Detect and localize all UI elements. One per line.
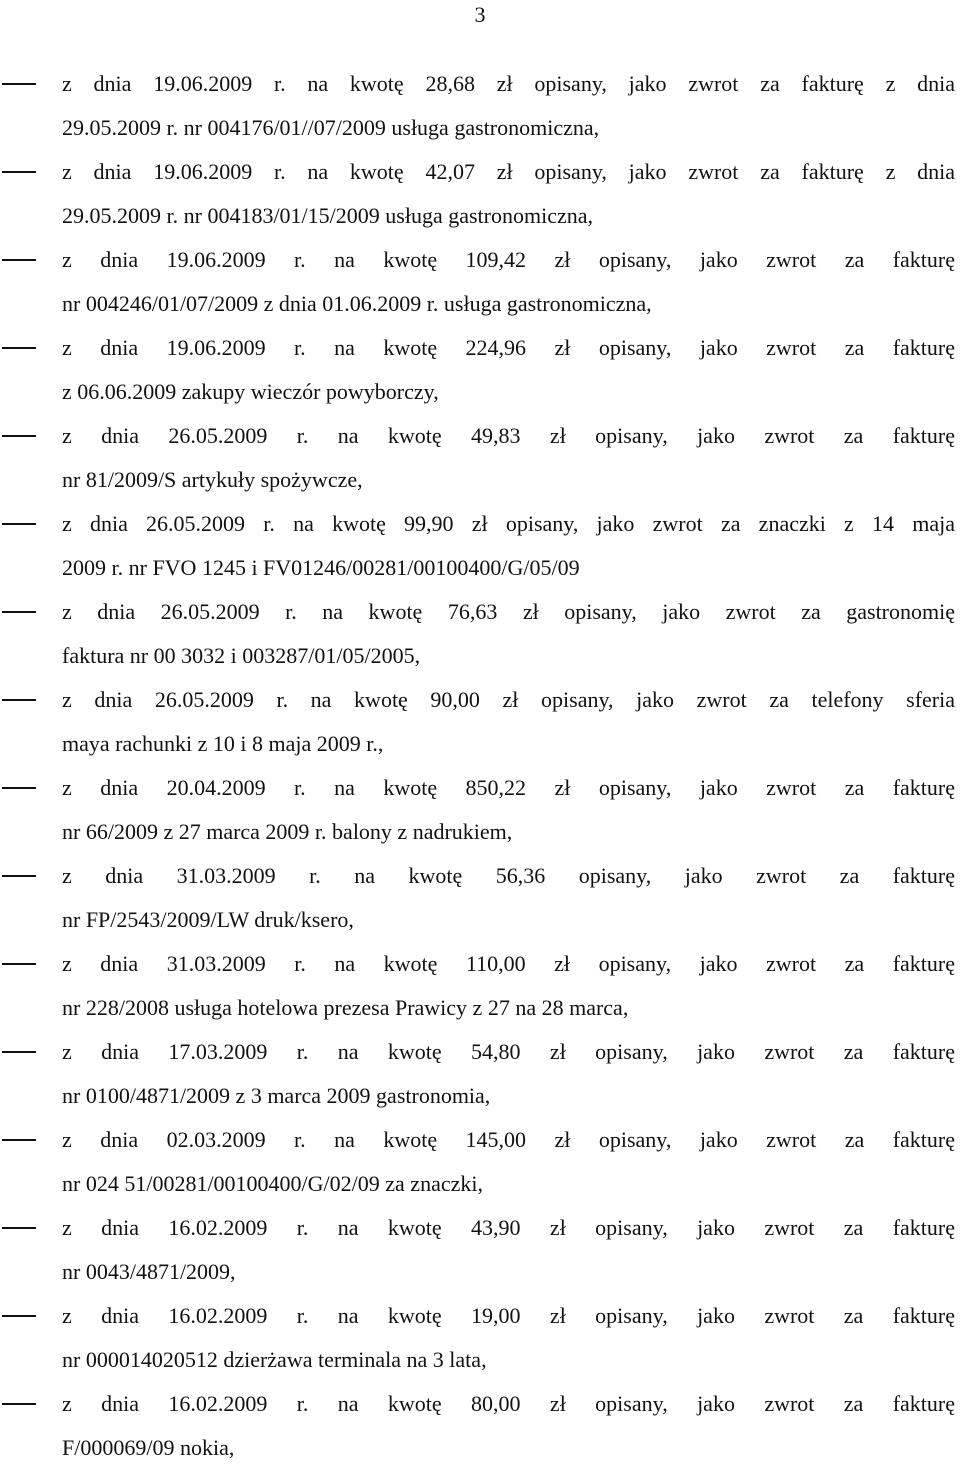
dash-bullet-icon: [2, 435, 36, 437]
list-item-text-line: nr 66/2009 z 27 marca 2009 r. balony z nadrukiem,: [62, 819, 513, 844]
list-item-text-line: nr 81/2009/S artykuły spożywcze,: [62, 467, 363, 492]
list-item: [0, 238, 960, 326]
dash-bullet-icon: [2, 1315, 36, 1317]
list-item: [0, 678, 960, 766]
list-item-text-line: z dnia 16.02.2009 r. na kwotę 43,90 zł opisany, jako zwrot za fakturę: [62, 1215, 955, 1240]
dash-bullet-icon: [2, 1051, 36, 1053]
dash-bullet-icon: [2, 875, 36, 877]
list-item-text-line: z dnia 16.02.2009 r. na kwotę 19,00 zł opisany, jako zwrot za fakturę: [62, 1303, 955, 1328]
list-item-text-line: nr 0043/4871/2009,: [62, 1259, 236, 1284]
dash-bullet-icon: [2, 523, 36, 525]
dash-bullet-icon: [2, 83, 36, 85]
list-item-text-line: z dnia 19.06.2009 r. na kwotę 109,42 zł opisany, jako zwrot za fakturę: [62, 247, 955, 272]
list-item-text-line: z 06.06.2009 zakupy wieczór powyborczy,: [62, 379, 439, 404]
list-item: [0, 1382, 960, 1470]
list-item-text-line: nr 000014020512 dzierżawa terminala na 3 lata,: [62, 1347, 487, 1372]
list-item-text-line: 29.05.2009 r. nr 004176/01//07/2009 usługa gastronomiczna,: [62, 115, 600, 140]
list-item-text-line: z dnia 19.06.2009 r. na kwotę 224,96 zł opisany, jako zwrot za fakturę: [62, 335, 955, 360]
list-item: [0, 326, 960, 414]
list-item: [0, 1294, 960, 1382]
list-item-text-line: nr 004246/01/07/2009 z dnia 01.06.2009 r. usługa gastronomiczna,: [62, 291, 652, 316]
list-item-text-line: z dnia 17.03.2009 r. na kwotę 54,80 zł opisany, jako zwrot za fakturę: [62, 1039, 955, 1064]
list-item: [0, 942, 960, 1030]
list-item-text-line: z dnia 26.05.2009 r. na kwotę 76,63 zł opisany, jako zwrot za gastronomię: [62, 599, 955, 624]
dash-bullet-icon: [2, 699, 36, 701]
list-item: [0, 502, 960, 590]
dash-bullet-icon: [2, 963, 36, 965]
list-item-text-line: z dnia 19.06.2009 r. na kwotę 28,68 zł opisany, jako zwrot za fakturę z dnia: [62, 71, 955, 96]
list-item: [0, 766, 960, 854]
dash-bullet-icon: [2, 1227, 36, 1229]
list-item: [0, 1206, 960, 1294]
list-item-text-line: nr 0100/4871/2009 z 3 marca 2009 gastronomia,: [62, 1083, 491, 1108]
list-item-text-line: z dnia 02.03.2009 r. na kwotę 145,00 zł opisany, jako zwrot za fakturę: [62, 1127, 955, 1152]
list-item-text-line: z dnia 26.05.2009 r. na kwotę 49,83 zł opisany, jako zwrot za fakturę: [62, 423, 955, 448]
list-item-text-line: z dnia 16.02.2009 r. na kwotę 80,00 zł opisany, jako zwrot za fakturę: [62, 1391, 955, 1416]
list-item: [0, 1118, 960, 1206]
list-item-text-line: maya rachunki z 10 i 8 maja 2009 r.,: [62, 731, 384, 756]
dash-bullet-icon: [2, 787, 36, 789]
list-item-text-line: nr FP/2543/2009/LW druk/ksero,: [62, 907, 354, 932]
dash-bullet-icon: [2, 171, 36, 173]
list-item-text-line: nr 024 51/00281/00100400/G/02/09 za znaczki,: [62, 1171, 483, 1196]
dash-bullet-icon: [2, 347, 36, 349]
dash-bullet-icon: [2, 259, 36, 261]
list-item-text-line: z dnia 26.05.2009 r. na kwotę 99,90 zł opisany, jako zwrot za znaczki z 14 maja: [62, 511, 955, 536]
dash-bullet-icon: [2, 1139, 36, 1141]
list-item-text-line: z dnia 20.04.2009 r. na kwotę 850,22 zł opisany, jako zwrot za fakturę: [62, 775, 955, 800]
expense-list: [0, 62, 960, 1470]
list-item-text-line: z dnia 26.05.2009 r. na kwotę 90,00 zł opisany, jako zwrot za telefony sferia: [62, 687, 955, 712]
list-item: [0, 854, 960, 942]
list-item-text-line: 29.05.2009 r. nr 004183/01/15/2009 usługa gastronomiczna,: [62, 203, 593, 228]
list-item: [0, 590, 960, 678]
list-item-text-line: z dnia 19.06.2009 r. na kwotę 42,07 zł opisany, jako zwrot za fakturę z dnia: [62, 159, 955, 184]
list-item-text-line: z dnia 31.03.2009 r. na kwotę 110,00 zł opisany, jako zwrot za fakturę: [62, 951, 955, 976]
dash-bullet-icon: [2, 1403, 36, 1405]
list-item: [0, 62, 960, 150]
dash-bullet-icon: [2, 611, 36, 613]
list-item: [0, 150, 960, 238]
page-number: 3: [474, 2, 486, 27]
list-item: [0, 1030, 960, 1118]
list-item-text-line: z dnia 31.03.2009 r. na kwotę 56,36 opisany, jako zwrot za fakturę: [62, 863, 955, 888]
list-item-text-line: F/000069/09 nokia,: [62, 1435, 235, 1460]
list-item-text-line: 2009 r. nr FVO 1245 i FV01246/00281/00100400/G/05/09: [62, 555, 580, 580]
list-item: [0, 414, 960, 502]
list-item-text-line: faktura nr 00 3032 i 003287/01/05/2005,: [62, 643, 421, 668]
list-item-text-line: nr 228/2008 usługa hotelowa prezesa Prawicy z 27 na 28 marca,: [62, 995, 629, 1020]
